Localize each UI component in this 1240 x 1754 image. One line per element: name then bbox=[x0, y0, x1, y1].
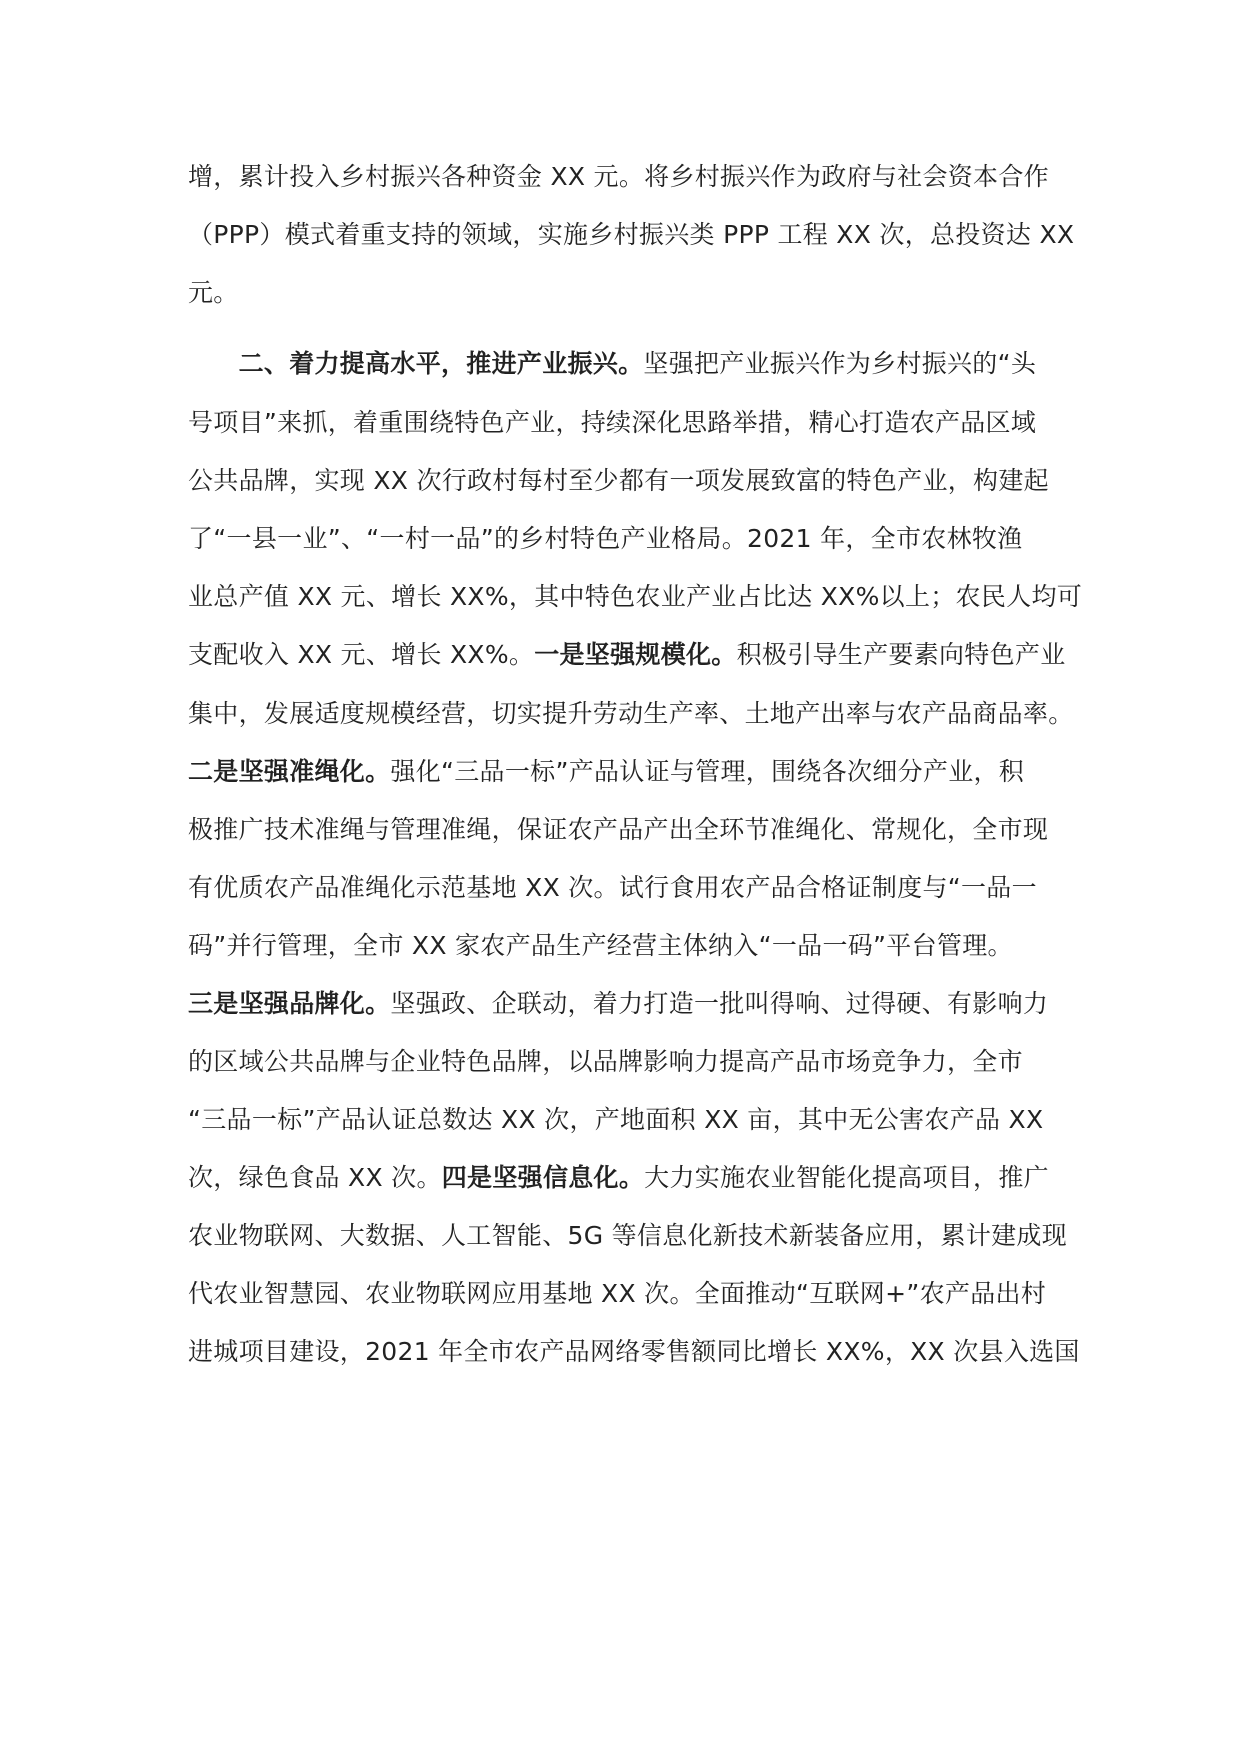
text-segment: 的区域公共品牌与企业特色品牌，以品牌影响力提高产品市场竞争力，全市 bbox=[188, 1047, 1023, 1076]
text-segment: 坚强政、企联动，着力打造一批叫得响、过得硬、有影响力 bbox=[390, 989, 1049, 1018]
text-segment: 坚强把产业振兴作为乡村振兴的“头 bbox=[643, 349, 1037, 378]
text-segment: 有优质农产品准绳化示范基地 XX 次。试行食用农产品合格证制度与“一品一 bbox=[188, 873, 1037, 902]
text-line bbox=[188, 1045, 1023, 1079]
text-line bbox=[188, 929, 1013, 963]
text-line bbox=[188, 755, 1024, 789]
text-segment: 元。 bbox=[188, 278, 239, 307]
text-line bbox=[188, 1103, 1043, 1137]
text-segment: 代农业智慧园、农业物联网应用基地 XX 次。全面推动“互联网+”农产品出村 bbox=[188, 1279, 1047, 1308]
text-line bbox=[188, 464, 1049, 498]
text-line bbox=[188, 1277, 1046, 1311]
text-line bbox=[188, 160, 1049, 194]
text-segment: 进城项目建设，2021 年全市农产品网络零售额同比增长 XX%，XX 次县入选国 bbox=[188, 1337, 1080, 1366]
text-segment: 极推广技术准绳与管理准绳，保证农产品产出全环节准绳化、常规化，全市现 bbox=[188, 815, 1049, 844]
text-line bbox=[188, 987, 1048, 1021]
text-line bbox=[188, 580, 1082, 614]
text-line bbox=[188, 1161, 1049, 1195]
text-segment: 集中，发展适度规模经营，切实提升劳动生产率、土地产出率与农产品商品率。 bbox=[188, 699, 1074, 728]
text-line bbox=[188, 871, 1037, 905]
text-segment: （PPP）模式着重支持的领域，实施乡村振兴类 PPP 工程 XX 次，总投资达 XX bbox=[188, 220, 1075, 249]
text-segment: 了“一县一业”、“一村一品”的乡村特色产业格局。2021 年，全市农林牧渔 bbox=[188, 524, 1023, 553]
text-segment: “三品一标”产品认证总数达 XX 次，产地面积 XX 亩，其中无公害农产品 XX bbox=[188, 1105, 1044, 1134]
bold-text-segment: 三是坚强品牌化。 bbox=[188, 989, 391, 1018]
text-segment: 码”并行管理，全市 XX 家农产品生产经营主体纳入“一品一码”平台管理。 bbox=[188, 931, 1013, 960]
text-segment: 号项目”来抓，着重围绕特色产业，持续深化思路举措，精心打造农产品区域 bbox=[188, 408, 1037, 437]
text-line bbox=[188, 1335, 1080, 1369]
bold-text-segment: 二是坚强准绳化。 bbox=[188, 757, 391, 786]
text-segment: 强化“三品一标”产品认证与管理，围绕各次细分产业，积 bbox=[390, 757, 1025, 786]
text-line bbox=[188, 347, 1036, 381]
bold-text-segment: 四是坚强信息化。 bbox=[441, 1163, 645, 1192]
text-line bbox=[188, 697, 1074, 731]
text-line bbox=[188, 522, 1022, 556]
text-segment: 增，累计投入乡村振兴各种资金 XX 元。将乡村振兴作为政府与社会资本合作 bbox=[188, 162, 1049, 191]
text-segment: 农业物联网、大数据、人工智能、5G 等信息化新技术新装备应用，累计建成现 bbox=[188, 1221, 1068, 1250]
text-segment: 公共品牌，实现 XX 次行政村每村至少都有一项发展致富的特色产业，构建起 bbox=[188, 466, 1049, 495]
text-line bbox=[188, 813, 1048, 847]
text-segment: 积极引导生产要素向特色产业 bbox=[736, 640, 1066, 669]
text-line bbox=[188, 406, 1036, 440]
text-line bbox=[188, 276, 239, 310]
text-segment: 业总产值 XX 元、增长 XX%，其中特色农业产业占比达 XX%以上；农民人均可 bbox=[188, 582, 1083, 611]
text-segment: 大力实施农业智能化提高项目，推广 bbox=[644, 1163, 1049, 1192]
text-segment: 支配收入 XX 元、增长 XX%。 bbox=[188, 640, 535, 669]
text-line bbox=[188, 1219, 1067, 1253]
text-line bbox=[188, 638, 1066, 672]
text-line bbox=[188, 218, 1074, 252]
text-segment: 次，绿色食品 XX 次。 bbox=[188, 1163, 442, 1192]
bold-text-segment: 二、着力提高水平，推进产业振兴。 bbox=[188, 349, 644, 378]
bold-text-segment: 一是坚强规模化。 bbox=[534, 640, 737, 669]
